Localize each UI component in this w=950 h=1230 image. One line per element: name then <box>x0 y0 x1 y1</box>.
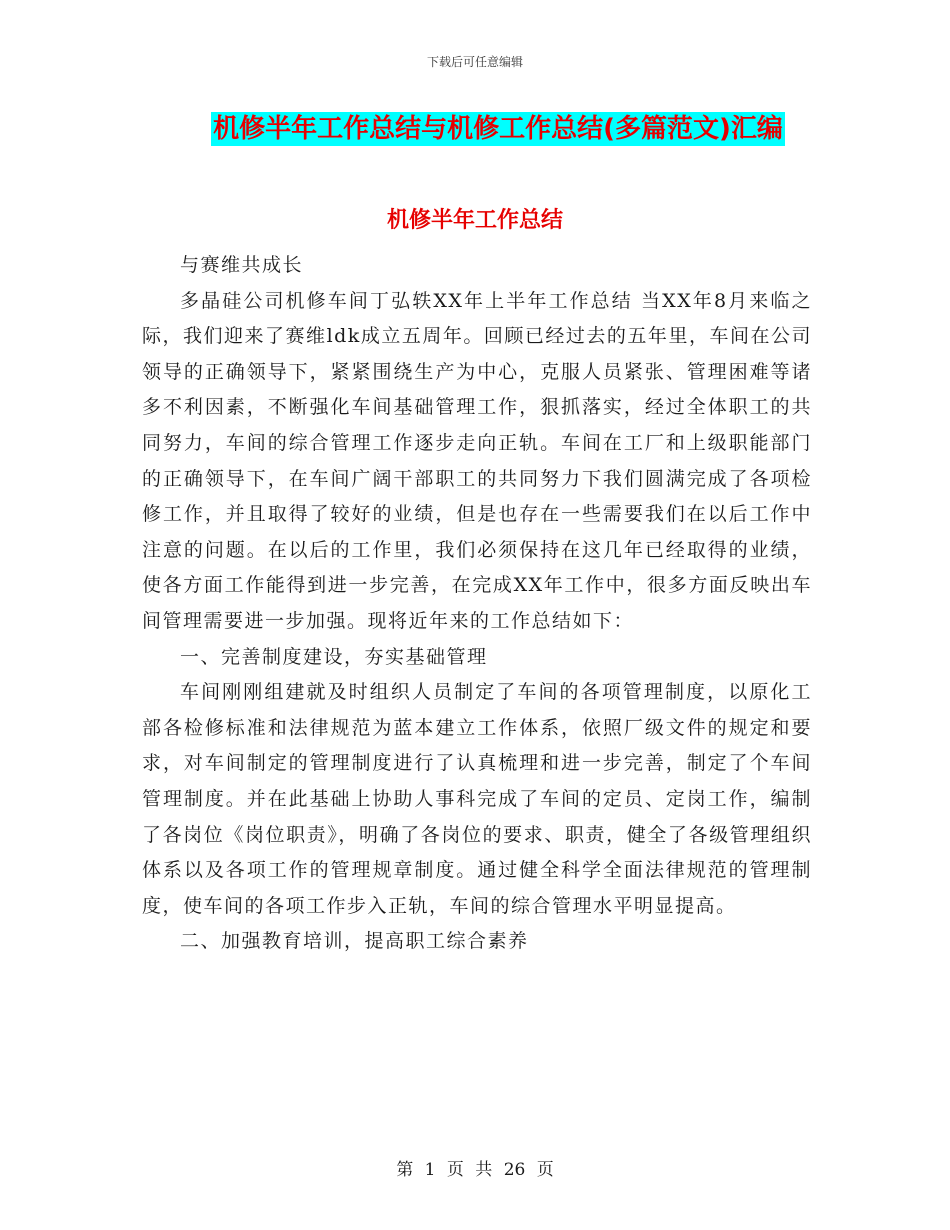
paragraph-heading-intro: 与赛维共成长 <box>180 254 304 276</box>
document-main-title: 机修半年工作总结与机修工作总结(多篇范文)汇编 <box>213 114 783 144</box>
document-sub-title: 机修半年工作总结 <box>386 208 563 233</box>
header-note: 下载后可任意编辑 <box>426 55 523 69</box>
paragraph: 车间刚刚组建就及时组织人员制定了车间的各项管理制度，以原化工部各检修标准和法律规范为蓝本建立工作体系，依照厂级文件的规定和要求，对车间制定的管理制度进行了认真梳理和进一步完善，制定了个车间管理制度。并在此基础上协助人事科完成了车间的定员、定岗工作，编制了各岗位《岗位职责》，明确了各岗位的要求、职责，健全了各级管理组织体系以及各项工作的管理规章制度。通过健全科学全面法律规范的管理制度，使车间的各项工作步入正轨，车间的综合管理水平明显提高。 <box>142 681 812 917</box>
section-heading-2: 二、加强教育培训，提高职工综合素养 <box>180 930 529 953</box>
document-body <box>142 248 812 960</box>
paragraph: 多晶硅公司机修车间丁弘轶XX年上半年工作总结 当XX年8月来临之际，我们迎来了赛维ldk成立五周年。回顾已经过去的五年里，车间在公司领导的正确领导下，紧紧围绕生产为中心，克服人员紧张、管理困难等诸多不利因素，不断强化车间基础管理工作，狠抓落实，经过全体职工的共同努力，车间的综合管理工作逐步走向正轨。车间在工厂和上级职能部门的正确领导下，在车间广阔干部职工的共同努力下我们圆满完成了各项检修工作，并且取得了较好的业绩，但是也存在一些需要我们在以后工作中注意的问题。在以后的工作里，我们必须保持在这几年已经取得的业绩，使各方面工作能得到进一步完善，在完成XX年工作中，很多方面反映出车间管理需要进一步加强。现将近年来的工作总结如下： <box>142 289 812 632</box>
main-title-container <box>0 112 950 146</box>
section-heading-1: 一、完善制度建设，夯实基础管理 <box>180 645 488 668</box>
page-number-footer: 第 1 页 共 26 页 <box>396 1160 554 1180</box>
